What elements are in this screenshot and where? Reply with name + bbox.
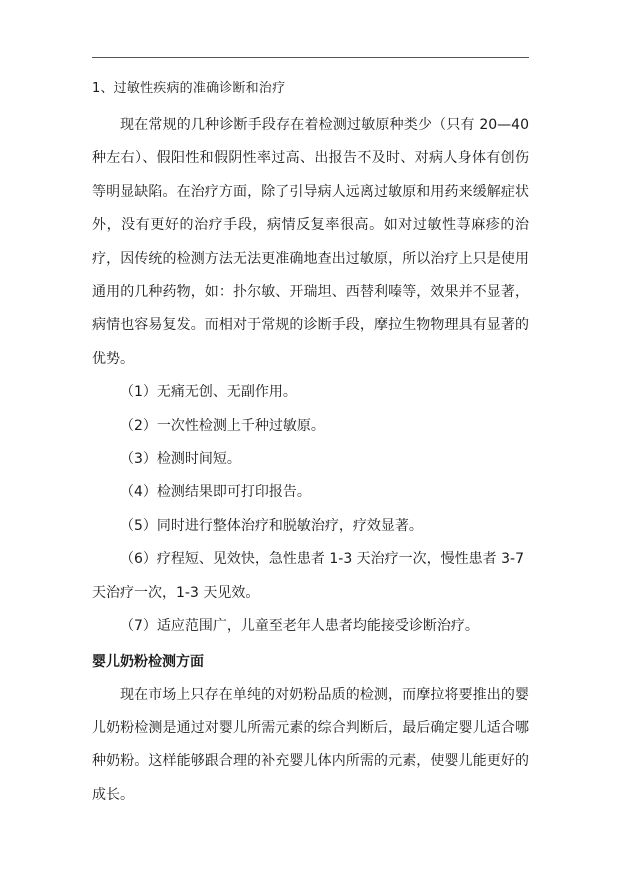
allergy-paragraph: 现在常规的几种诊断手段存在着检测过敏原种类少（只有 20—40种左右）、假阳性和假阴性率过高、出报告不及时、对病人身体有创伤等明显缺陷。在治疗方面，除了引导病人远离过敏原和用药来缓解症状外，没有更好的治疗手段，病情反复率很高。如对过敏性荨麻疹的治疗，因传统的检测方法无法更准确地查出过敏原，所以治疗上只是使用通用的几种药物，如：扑尔敏、开瑞坦、西替利嗪等，效果并不显著，病情也容易复发。而相对于常规的诊断手段，摩拉生物物理具有显著的优势。 [92, 117, 529, 367]
list-item: （2）一次性检测上千种过敏原。 [120, 417, 325, 434]
infant-formula-paragraph: 现在市场上只存在单纯的对奶粉品质的检测，而摩拉将要推出的婴儿奶粉检测是通过对婴儿所需元素的综合判断后，最后确定婴儿适合哪种奶粉。这样能够跟合理的补充婴儿体内所需的元素，使婴儿能更好的成长。 [92, 686, 529, 803]
list-item: （7）适应范围广，儿童至老年人患者均能接受诊断治疗。 [120, 618, 479, 635]
list-item: （6）疗程短、见效快，急性患者 1-3 天治疗一次，慢性患者 3-7 天治疗一次，1-3 天见效。 [92, 551, 524, 601]
advantages-list [92, 376, 529, 643]
document-body [92, 75, 529, 812]
list-item: （5）同时进行整体治疗和脱敏治疗，疗效显著。 [120, 517, 423, 534]
section-heading-infant-formula: 婴儿奶粉检测方面 [92, 653, 204, 670]
list-item: （1）无痛无创、无副作用。 [120, 384, 297, 401]
section-heading-allergy: 1、过敏性疾病的准确诊断和治疗 [92, 81, 286, 96]
header-rule [92, 57, 529, 58]
list-item: （3）检测时间短。 [120, 451, 241, 468]
list-item: （4）检测结果即可打印报告。 [120, 484, 311, 501]
